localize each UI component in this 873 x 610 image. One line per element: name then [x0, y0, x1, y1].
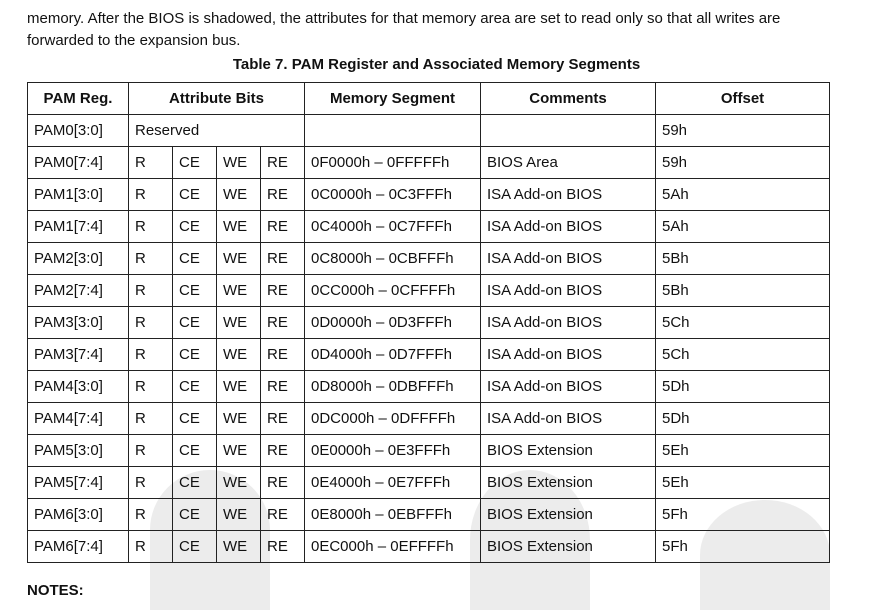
cell-bit-r: R: [129, 243, 173, 275]
cell-bit-re: RE: [261, 435, 305, 467]
cell-reg: PAM0[7:4]: [28, 147, 129, 179]
cell-segment: 0D8000h – 0DBFFFh: [305, 371, 481, 403]
cell-reg: PAM4[7:4]: [28, 403, 129, 435]
cell-comment: BIOS Extension: [481, 499, 656, 531]
cell-bit-ce: CE: [173, 371, 217, 403]
cell-reg: PAM6[3:0]: [28, 499, 129, 531]
cell-offset: 59h: [656, 147, 830, 179]
cell-comment: ISA Add-on BIOS: [481, 243, 656, 275]
cell-bit-re: RE: [261, 467, 305, 499]
cell-segment: 0DC000h – 0DFFFFh: [305, 403, 481, 435]
cell-bit-re: RE: [261, 499, 305, 531]
cell-bit-ce: CE: [173, 147, 217, 179]
cell-comment: ISA Add-on BIOS: [481, 403, 656, 435]
cell-bit-r: R: [129, 275, 173, 307]
cell-bit-we: WE: [217, 307, 261, 339]
cell-segment: 0E0000h – 0E3FFFh: [305, 435, 481, 467]
cell-bit-r: R: [129, 339, 173, 371]
cell-segment: 0E4000h – 0E7FFFh: [305, 467, 481, 499]
cell-reg: PAM1[3:0]: [28, 179, 129, 211]
cell-bit-re: RE: [261, 211, 305, 243]
table-row: [28, 339, 830, 371]
cell-segment: 0C0000h – 0C3FFFh: [305, 179, 481, 211]
table-row: [28, 307, 830, 339]
table-row: [28, 147, 830, 179]
cell-bit-r: R: [129, 211, 173, 243]
cell-offset: 5Bh: [656, 243, 830, 275]
cell-comment: ISA Add-on BIOS: [481, 275, 656, 307]
table-row: [28, 371, 830, 403]
notes-heading: NOTES:: [27, 582, 84, 599]
cell-bit-r: R: [129, 147, 173, 179]
header-offset: Offset: [656, 83, 830, 115]
cell-reg: PAM5[7:4]: [28, 467, 129, 499]
cell-bit-re: RE: [261, 531, 305, 563]
cell-bit-r: R: [129, 531, 173, 563]
cell-segment: [305, 115, 481, 147]
cell-bit-we: WE: [217, 467, 261, 499]
table-row: [28, 531, 830, 563]
cell-bit-we: WE: [217, 435, 261, 467]
cell-bit-we: WE: [217, 243, 261, 275]
cell-bit-we: WE: [217, 211, 261, 243]
cell-offset: 5Fh: [656, 499, 830, 531]
header-comments: Comments: [481, 83, 656, 115]
table-row: [28, 499, 830, 531]
table-row: [28, 435, 830, 467]
cell-offset: 5Ah: [656, 211, 830, 243]
cell-offset: 5Dh: [656, 371, 830, 403]
header-pam-reg: PAM Reg.: [28, 83, 129, 115]
cell-comment: ISA Add-on BIOS: [481, 211, 656, 243]
table-row: [28, 115, 830, 147]
cell-segment: 0C8000h – 0CBFFFh: [305, 243, 481, 275]
cell-bit-re: RE: [261, 403, 305, 435]
header-attribute-bits: Attribute Bits: [129, 83, 305, 115]
cell-segment: 0D0000h – 0D3FFFh: [305, 307, 481, 339]
cell-offset: 5Dh: [656, 403, 830, 435]
cell-offset: 5Eh: [656, 435, 830, 467]
header-memory-segment: Memory Segment: [305, 83, 481, 115]
cell-reg: PAM0[3:0]: [28, 115, 129, 147]
cell-comment: [481, 115, 656, 147]
cell-comment: BIOS Extension: [481, 531, 656, 563]
table-row: [28, 467, 830, 499]
cell-offset: 5Bh: [656, 275, 830, 307]
cell-reg: PAM5[3:0]: [28, 435, 129, 467]
cell-segment: 0D4000h – 0D7FFFh: [305, 339, 481, 371]
table-header-row: [28, 83, 830, 115]
cell-bit-r: R: [129, 371, 173, 403]
cell-bit-ce: CE: [173, 179, 217, 211]
cell-offset: 5Ch: [656, 339, 830, 371]
cell-bit-we: WE: [217, 403, 261, 435]
cell-bit-ce: CE: [173, 531, 217, 563]
cell-bit-r: R: [129, 179, 173, 211]
cell-reg: PAM3[7:4]: [28, 339, 129, 371]
cell-bit-re: RE: [261, 243, 305, 275]
cell-segment: 0CC000h – 0CFFFFh: [305, 275, 481, 307]
cell-comment: BIOS Extension: [481, 435, 656, 467]
cell-bit-ce: CE: [173, 307, 217, 339]
cell-segment: 0C4000h – 0C7FFFh: [305, 211, 481, 243]
cell-bit-r: R: [129, 499, 173, 531]
cell-comment: ISA Add-on BIOS: [481, 307, 656, 339]
cell-bit-we: WE: [217, 339, 261, 371]
cell-attr: Reserved: [129, 115, 305, 147]
cell-offset: 59h: [656, 115, 830, 147]
cell-bit-r: R: [129, 307, 173, 339]
cell-bit-we: WE: [217, 371, 261, 403]
cell-bit-we: WE: [217, 499, 261, 531]
body-paragraph: memory. After the BIOS is shadowed, the attributes for that memory area are set to read only so that all writes are forwarded to the expansion bus.: [27, 10, 781, 49]
cell-bit-r: R: [129, 435, 173, 467]
cell-bit-we: WE: [217, 179, 261, 211]
table-row: [28, 243, 830, 275]
cell-bit-ce: CE: [173, 435, 217, 467]
cell-offset: 5Eh: [656, 467, 830, 499]
cell-reg: PAM3[3:0]: [28, 307, 129, 339]
cell-bit-ce: CE: [173, 211, 217, 243]
cell-comment: BIOS Extension: [481, 467, 656, 499]
cell-bit-ce: CE: [173, 339, 217, 371]
cell-offset: 5Fh: [656, 531, 830, 563]
cell-reg: PAM2[3:0]: [28, 243, 129, 275]
cell-offset: 5Ch: [656, 307, 830, 339]
cell-offset: 5Ah: [656, 179, 830, 211]
cell-bit-r: R: [129, 403, 173, 435]
cell-bit-re: RE: [261, 307, 305, 339]
cell-reg: PAM4[3:0]: [28, 371, 129, 403]
cell-segment: 0F0000h – 0FFFFFh: [305, 147, 481, 179]
cell-bit-we: WE: [217, 275, 261, 307]
cell-bit-we: WE: [217, 531, 261, 563]
cell-bit-r: R: [129, 467, 173, 499]
cell-comment: ISA Add-on BIOS: [481, 339, 656, 371]
cell-comment: BIOS Area: [481, 147, 656, 179]
table-row: [28, 179, 830, 211]
cell-bit-we: WE: [217, 147, 261, 179]
cell-bit-re: RE: [261, 371, 305, 403]
cell-bit-ce: CE: [173, 243, 217, 275]
cell-reg: PAM1[7:4]: [28, 211, 129, 243]
table-row: [28, 211, 830, 243]
cell-bit-ce: CE: [173, 275, 217, 307]
cell-reg: PAM6[7:4]: [28, 531, 129, 563]
cell-bit-ce: CE: [173, 467, 217, 499]
cell-bit-ce: CE: [173, 403, 217, 435]
cell-reg: PAM2[7:4]: [28, 275, 129, 307]
cell-bit-re: RE: [261, 147, 305, 179]
cell-segment: 0E8000h – 0EBFFFh: [305, 499, 481, 531]
cell-bit-re: RE: [261, 275, 305, 307]
cell-segment: 0EC000h – 0EFFFFh: [305, 531, 481, 563]
table-row: [28, 403, 830, 435]
cell-comment: ISA Add-on BIOS: [481, 179, 656, 211]
table-title: Table 7. PAM Register and Associated Memory Segments: [232, 56, 641, 73]
cell-comment: ISA Add-on BIOS: [481, 371, 656, 403]
cell-bit-re: RE: [261, 339, 305, 371]
cell-bit-re: RE: [261, 179, 305, 211]
table-row: [28, 275, 830, 307]
cell-bit-ce: CE: [173, 499, 217, 531]
pam-register-table: [27, 82, 830, 563]
